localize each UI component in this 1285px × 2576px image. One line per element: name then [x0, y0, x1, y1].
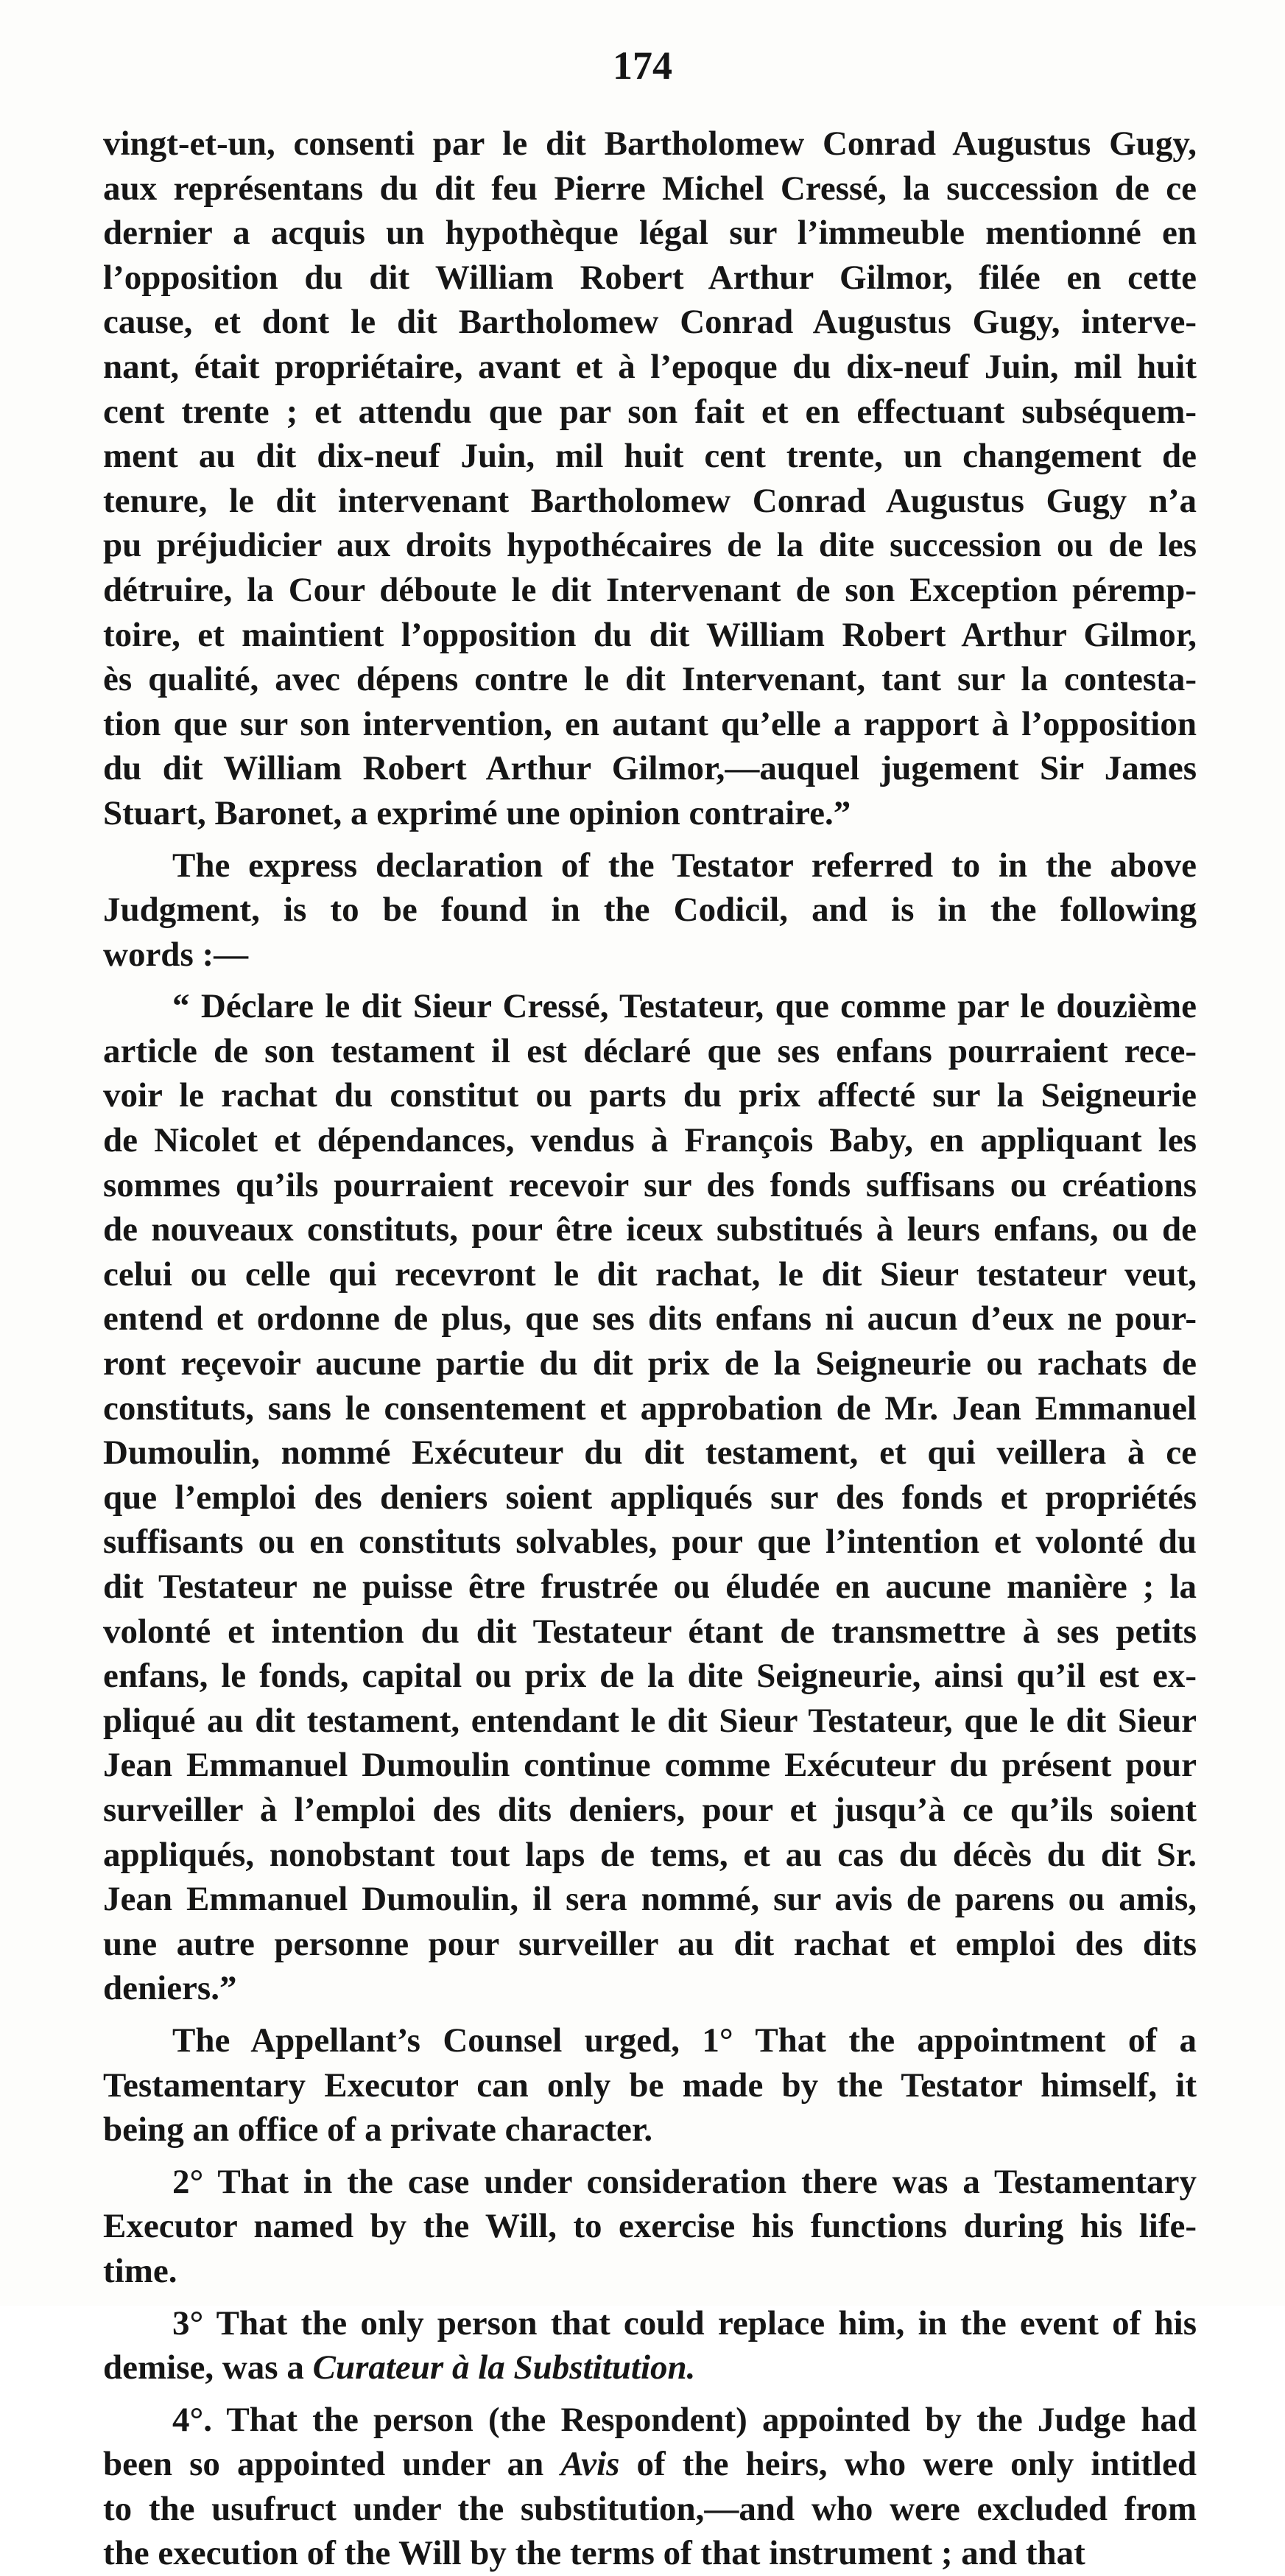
line-text: 3° That the only person that could replace him, in the event of his: [172, 2303, 1197, 2342]
text-line: [103, 746, 1197, 791]
line-text: Jean Emmanuel Dumoulin, il sera nommé, sur avis de parens ou amis,: [103, 1880, 1197, 1919]
text-line: [103, 2249, 1197, 2294]
text-line: [103, 1252, 1197, 1297]
line-text: toire, et maintient l’opposition du dit William Robert Arthur Gilmor,: [103, 615, 1197, 654]
text-line: [103, 791, 1197, 836]
line-text: Dumoulin, nommé Exécuteur du dit testament, et qui veillera à ce: [103, 1433, 1197, 1473]
line-text: ront reçevoir aucune partie du dit prix de la Seigneurie ou rachats de: [103, 1344, 1197, 1383]
text-line: [103, 657, 1197, 702]
line-text: dernier a acquis un hypothèque légal sur l’immeuble mentionné en: [103, 214, 1197, 253]
line-text: du dit William Robert Arthur Gilmor,—auquel jugement Sir James: [103, 749, 1197, 788]
line-text: dit Testateur ne puisse être frustrée ou éludée en aucune manière ; la: [103, 1568, 1197, 1606]
text-line: [103, 1431, 1197, 1475]
text-line: [103, 702, 1197, 747]
line-text: Stuart, Baronet, a exprimé une opinion contraire.”: [103, 793, 851, 832]
line-text: celui ou celle qui recevront le dit rachat, le dit Sieur testateur veut,: [103, 1254, 1197, 1294]
line-text: been so appointed under an: [103, 2445, 561, 2484]
line-text: deniers.”: [103, 1969, 237, 2008]
text-line: [103, 2531, 1197, 2576]
text-line: [172, 984, 1197, 1029]
text-line: [103, 479, 1197, 524]
paragraph-point-2: [103, 2160, 1197, 2294]
text-line: [172, 2301, 1197, 2346]
text-line: [103, 1163, 1197, 1208]
line-text: cause, et dont le dit Bartholomew Conrad Augustus Gugy, interve-: [103, 303, 1197, 342]
text-line: [103, 345, 1197, 390]
line-text: surveiller à l’emploi des dits deniers, pour et jusqu’à ce qu’ils soient: [103, 1790, 1197, 1829]
text-line: [103, 1073, 1197, 1118]
line-text: “ Déclare le dit Sieur Cressé, Testateur, que comme par le douzième: [172, 987, 1197, 1026]
line-text: enfans, le fonds, capital ou prix de la dite Seigneurie, ainsi qu’il est ex-: [103, 1657, 1197, 1696]
text-line: [103, 1966, 1197, 2011]
paragraph-codicil-quote: [103, 984, 1197, 2011]
line-text: to the usufruct under the substitution,—and who were excluded from: [103, 2489, 1197, 2528]
paragraph-express-declaration: [103, 843, 1197, 978]
line-text: Executor named by the Will, to exercise his functions during his life-: [103, 2207, 1197, 2246]
line-text: Judgment, is to be found in the Codicil, and is in the following: [103, 891, 1197, 930]
text-line: [103, 211, 1197, 256]
text-line: [103, 1877, 1197, 1922]
line-text: article de son testament il est déclaré que ses enfans pourraient rece-: [103, 1031, 1197, 1070]
line-text: nant, était propriétaire, avant et à l’epoque du dix-neuf Juin, mil huit: [103, 347, 1197, 386]
text-line: [103, 1833, 1197, 1878]
text-line: [103, 1475, 1197, 1520]
text-line: [103, 1296, 1197, 1341]
text-line: [103, 888, 1197, 933]
line-text: vingt-et-un, consenti par le dit Bartholomew Conrad Augustus Gugy,: [103, 124, 1197, 163]
text-line: [103, 300, 1197, 345]
line-text: entend et ordonne de plus, que ses dits enfans ni aucun d’eux ne pour-: [103, 1299, 1197, 1338]
text-line: [103, 933, 1197, 978]
text-line: [172, 843, 1197, 888]
text-line: [103, 1520, 1197, 1565]
text-line: [172, 2398, 1197, 2443]
line-text: Testamentary Executor can only be made by the Testator himself, it: [103, 2066, 1197, 2105]
text-line: [103, 1118, 1197, 1163]
paragraph-judgment: [103, 122, 1197, 836]
text-line: [103, 2108, 1197, 2152]
line-text: suffisants ou en constituts solvables, pour que l’intention et volonté du: [103, 1523, 1197, 1562]
line-text: cent trente ; et attendu que par son fait et en effectuant subséquem-: [103, 392, 1197, 431]
paragraph-point-3: [103, 2301, 1197, 2390]
line-text: de nouveaux constituts, pour être iceux substitués à leurs enfans, ou de: [103, 1210, 1197, 1249]
line-text: une autre personne pour surveiller au dit rachat et emploi des dits: [103, 1924, 1197, 1963]
text-line: [103, 1565, 1197, 1610]
text-line: [103, 2442, 1197, 2487]
line-text: volonté et intention du dit Testateur étant de transmettre à ses petits: [103, 1612, 1197, 1651]
text-line: [103, 1788, 1197, 1833]
line-text: pliqué au dit testament, entendant le dit Sieur Testateur, que le dit Sieur: [103, 1701, 1197, 1740]
text-line: [172, 2160, 1197, 2205]
text-line: [103, 2345, 1197, 2390]
text-line: [103, 2487, 1197, 2532]
text-line: [103, 434, 1197, 479]
line-text: l’opposition du dit William Robert Arthur Gilmor, filée en cette: [103, 258, 1197, 297]
text-line: [103, 2204, 1197, 2249]
line-text: 4°. That the person (the Respondent) appointed by the Judge had: [172, 2400, 1197, 2439]
paragraph-counsel-urged: [103, 2018, 1197, 2152]
page-number: 174: [613, 43, 672, 88]
line-text: voir le rachat du constitut ou parts du prix affecté sur la Seigneurie: [103, 1076, 1197, 1115]
text-line: [103, 613, 1197, 658]
text-line: [103, 523, 1197, 568]
text-line: [103, 390, 1197, 435]
line-text: tion que sur son intervention, en autant qu’elle a rapport à l’opposition: [103, 704, 1197, 743]
line-text: of the heirs, who were only intitled: [619, 2445, 1197, 2484]
line-text: The express declaration of the Testator referred to in the above: [172, 846, 1197, 885]
text-line: [103, 1386, 1197, 1431]
italic-term: Curateur à la Substitution.: [312, 2348, 696, 2387]
text-line: [103, 1341, 1197, 1386]
line-text: the execution of the Will by the terms of that instrument ; and that: [103, 2534, 1085, 2573]
line-text: 2° That in the case under consideration there was a Testamentary: [172, 2162, 1197, 2201]
line-text: time.: [103, 2251, 177, 2290]
text-line: [103, 1743, 1197, 1788]
line-text: tenure, le dit intervenant Bartholomew Conrad Augustus Gugy n’a: [103, 481, 1197, 520]
line-text: ès qualité, avec dépens contre le dit Intervenant, tant sur la contesta-: [103, 660, 1197, 699]
text-line: [103, 1610, 1197, 1654]
line-text: détruire, la Cour déboute le dit Intervenant de son Exception péremp-: [103, 570, 1197, 609]
text-line: [172, 2018, 1197, 2063]
line-text: de Nicolet et dépendances, vendus à François Baby, en appliquant les: [103, 1121, 1197, 1160]
line-text: pu préjudicier aux droits hypothécaires de la dite succession ou de les: [103, 526, 1197, 565]
line-text: demise, was a: [103, 2348, 313, 2387]
line-text: The Appellant’s Counsel urged, 1° That the appointment of a: [172, 2021, 1197, 2060]
text-line: [103, 1922, 1197, 1967]
line-text: sommes qu’ils pourraient recevoir sur des fonds suffisans ou créations: [103, 1165, 1197, 1204]
line-text: words :—: [103, 935, 249, 974]
line-text: appliqués, nonobstant tout laps de tems, et au cas du décès du dit Sr.: [103, 1835, 1197, 1874]
text-line: [103, 1654, 1197, 1699]
text-line: [103, 1207, 1197, 1252]
text-line: [103, 166, 1197, 211]
text-line: [103, 2063, 1197, 2108]
body-text: [103, 122, 1197, 2576]
line-text: que l’emploi des deniers soient appliqués sur des fonds et propriétés: [103, 1478, 1197, 1517]
text-line: [103, 256, 1197, 301]
line-text: aux représentans du dit feu Pierre Michel Cressé, la succession de ce: [103, 169, 1197, 208]
line-text: ment au dit dix-neuf Juin, mil huit cent trente, un changement de: [103, 437, 1197, 476]
text-line: [103, 122, 1197, 166]
line-text: being an office of a private character.: [103, 2110, 653, 2149]
text-line: [103, 568, 1197, 613]
line-text: Jean Emmanuel Dumoulin continue comme Exécuteur du présent pour: [103, 1746, 1197, 1785]
line-text: constituts, sans le consentement et approbation de Mr. Jean Emmanuel: [103, 1389, 1197, 1428]
text-line: [103, 1699, 1197, 1744]
italic-term: Avis: [560, 2445, 620, 2484]
text-line: [103, 1029, 1197, 1074]
paragraph-point-4: [103, 2398, 1197, 2576]
